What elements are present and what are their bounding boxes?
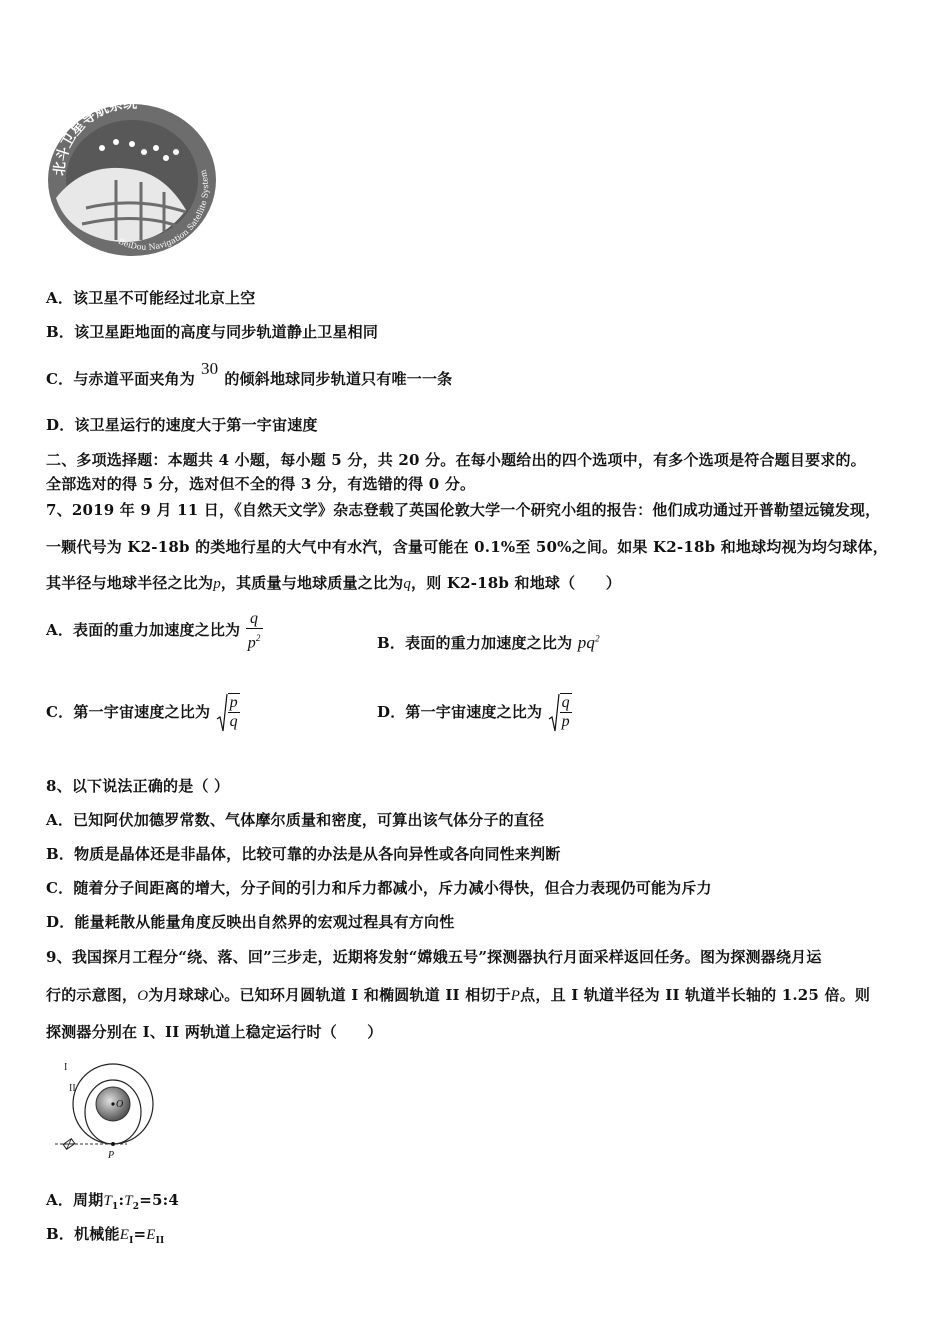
q9-option-b-eq: = bbox=[133, 1225, 147, 1243]
q6-option-c-angle: 30 bbox=[200, 359, 219, 378]
q9-line2-post: 点，且 I 轨道半径为 II 轨道半长轴的 1.25 倍。则 bbox=[520, 986, 871, 1004]
q9-var-o: O bbox=[137, 988, 149, 1004]
q9-option-b-sub-ii: II bbox=[155, 1236, 165, 1246]
q7-option-c-num: p bbox=[229, 694, 238, 711]
q7-option-a-den-exp: 2 bbox=[255, 633, 261, 643]
q7-option-c-den: q bbox=[229, 713, 238, 730]
q9-var-p: P bbox=[510, 988, 521, 1004]
logo-chinese-text: 北斗卫星导航系统 bbox=[51, 100, 138, 177]
q9-option-a-sub1: 1 bbox=[112, 1202, 119, 1212]
q7-option-b bbox=[377, 632, 600, 653]
q7-option-d-sqrt bbox=[548, 693, 572, 733]
q7-option-d bbox=[377, 693, 572, 733]
q7-option-c bbox=[46, 693, 240, 733]
q6-option-c-pre: C．与赤道平面夹角为 bbox=[46, 370, 195, 388]
q7-option-c-text: C．第一宇宙速度之比为 bbox=[46, 703, 211, 721]
q7-option-d-text: D．第一宇宙速度之比为 bbox=[377, 703, 543, 721]
q8-option-d: D．能量耗散从能量角度反映出自然界的宏观过程具有方向性 bbox=[46, 913, 455, 931]
label-orbit-i: I bbox=[64, 1062, 68, 1073]
q6-option-d: D．该卫星运行的速度大于第一宇宙速度 bbox=[46, 416, 318, 434]
q9-option-a-t1: T bbox=[103, 1193, 112, 1209]
q9-option-b-pre: B．机械能 bbox=[46, 1225, 120, 1243]
q9-option-a-t2: T bbox=[124, 1193, 133, 1209]
q7-line3 bbox=[46, 572, 621, 593]
q9-option-b-sub-i: I bbox=[129, 1236, 134, 1246]
q7-option-a-fraction bbox=[246, 610, 263, 652]
q9-option-a bbox=[46, 1189, 179, 1212]
probe-icon bbox=[63, 1139, 75, 1150]
q9-line2-mid: 为月球球心。已知环月圆轨道 I 和椭圆轨道 II 相切于 bbox=[148, 986, 511, 1004]
section2-line1: 二、多项选择题：本题共 4 小题，每小题 5 分，共 20 分。在每小题给出的四个选项中，有多个选项是符合题目要求的。 bbox=[46, 451, 866, 469]
q9-option-a-pre: A．周期 bbox=[46, 1191, 104, 1209]
q7-line3-mid: ，其质量与地球质量之比为 bbox=[220, 574, 404, 592]
logo-english-text: BeiDou Navigation Satellite System bbox=[116, 168, 211, 252]
label-o: O bbox=[116, 1099, 124, 1110]
q7-option-d-num: q bbox=[561, 694, 570, 711]
point-p bbox=[111, 1142, 115, 1146]
label-p: P bbox=[108, 1150, 115, 1161]
q8-option-a: A．已知阿伏加德罗常数、气体摩尔质量和密度，可算出该气体分子的直径 bbox=[46, 811, 545, 829]
q9-option-a-colon: : bbox=[118, 1191, 125, 1209]
q8-option-c: C．随着分子间距离的增大，分子间的引力和斥力都减小，斥力减小得快，但合力表现仍可能为斥力 bbox=[46, 879, 712, 897]
q7-option-b-exp: 2 bbox=[595, 633, 600, 644]
q8-stem: 8、以下说法正确的是（ ） bbox=[46, 777, 230, 795]
q7-option-b-text: B．表面的重力加速度之比为 bbox=[377, 634, 573, 652]
q8-option-b: B．物质是晶体还是非晶体，比较可靠的办法是从各向异性或各向同性来判断 bbox=[46, 845, 561, 863]
q9-option-b-e2: E bbox=[146, 1227, 156, 1243]
q6-option-a: A．该卫星不可能经过北京上空 bbox=[46, 289, 256, 307]
section2-line2: 全部选对的得 5 分，选对但不全的得 3 分，有选错的得 0 分。 bbox=[46, 475, 476, 493]
q7-line3-pre: 其半径与地球半径之比为 bbox=[46, 574, 214, 592]
q7-line1: 7、2019 年 9 月 11 日，《自然天文学》杂志登载了英国伦敦大学一个研究小组的报告：他们成功通过开普勒望远镜发现， bbox=[46, 501, 881, 519]
q7-option-d-den: p bbox=[561, 713, 570, 730]
q9-line1: 9、我国探月工程分“绕、落、回”三步走，近期将发射“嫦娥五号”探测器执行月面采样返回任务。图为探测器绕月运 bbox=[46, 948, 822, 966]
q9-line2-pre: 行的示意图， bbox=[46, 986, 138, 1004]
q7-option-c-sqrt bbox=[216, 693, 240, 733]
q7-option-a-den: p bbox=[247, 634, 256, 652]
beidou-logo bbox=[46, 100, 218, 260]
q6-option-c bbox=[46, 359, 453, 389]
q7-line2: 一颗代号为 K2-18b 的类地行星的大气中有水汽，含量可能在 0.1%至 50%之间。如果 K2-18b 和地球均视为均匀球体， bbox=[46, 538, 888, 556]
q9-line3: 探测器分别在 I、II 两轨道上稳定运行时（ ） bbox=[46, 1023, 383, 1041]
q9-line2 bbox=[46, 984, 870, 1005]
q7-option-b-base: pq bbox=[577, 633, 596, 652]
orbit-diagram bbox=[55, 1058, 165, 1162]
q7-line3-post: ，则 K2-18b 和地球（ ） bbox=[411, 574, 621, 592]
q7-option-a-num: q bbox=[250, 610, 259, 627]
q7-var-p: p bbox=[213, 576, 221, 592]
q9-option-a-sub2: 2 bbox=[132, 1202, 140, 1212]
q7-option-a-text: A．表面的重力加速度之比为 bbox=[46, 621, 241, 640]
q6-option-c-post: 的倾斜地球同步轨道只有唯一一条 bbox=[224, 370, 453, 388]
label-orbit-ii: II bbox=[69, 1083, 76, 1094]
q9-option-b bbox=[46, 1223, 164, 1246]
q7-option-a bbox=[46, 610, 263, 652]
q9-option-b-e1: E bbox=[119, 1227, 130, 1243]
q7-var-q: q bbox=[403, 576, 412, 592]
q6-option-b: B．该卫星距地面的高度与同步轨道静止卫星相同 bbox=[46, 323, 379, 341]
q9-option-a-val: =5:4 bbox=[139, 1191, 180, 1209]
